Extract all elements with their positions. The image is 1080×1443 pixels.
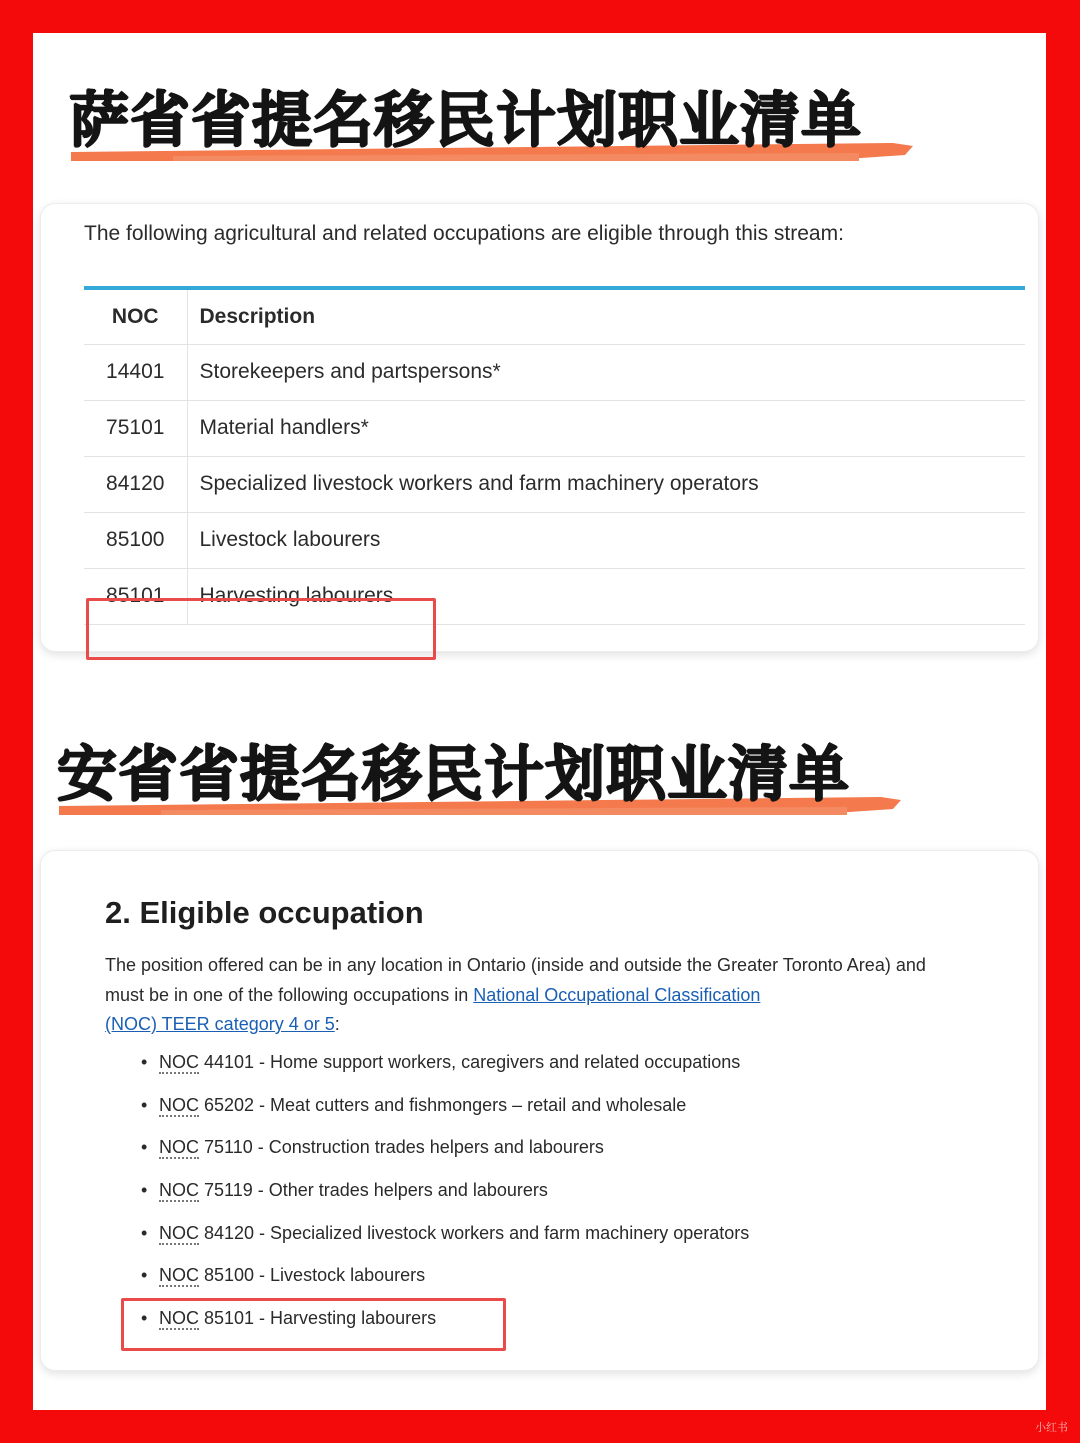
highlight-box <box>121 1298 506 1351</box>
list-item <box>141 1137 749 1180</box>
noc-code: 85101 <box>84 568 187 624</box>
list-item-text: 44101 - Home support workers, caregivers and related occupations <box>199 1052 741 1072</box>
list-item-text: 85101 - Harvesting labourers <box>199 1308 437 1329</box>
teer-category-link[interactable]: TEER category 4 or 5 <box>157 1014 335 1034</box>
paragraph-end: : <box>334 1014 340 1034</box>
occupation-description: Specialized livestock workers and farm machinery operators <box>187 456 1025 512</box>
noc-table <box>84 286 1025 625</box>
column-header-noc: NOC <box>84 288 187 344</box>
page-sheet <box>33 33 1046 1410</box>
table-intro: The following agricultural and related occupations are eligible through this stream: <box>84 222 844 245</box>
list-item-text: 84120 - Specialized livestock workers and farm machinery operators <box>199 1222 750 1243</box>
noc-abbreviation[interactable]: NOC <box>159 1052 199 1072</box>
noc-link[interactable]: National Occupational Classification <box>473 984 761 1005</box>
occupation-description: Storekeepers and partspersons* <box>187 344 1025 400</box>
table-row <box>84 344 1025 400</box>
list-item <box>141 1052 749 1095</box>
noc-abbreviation[interactable]: NOC <box>159 1308 199 1329</box>
noc-abbreviation[interactable]: NOC <box>159 1137 199 1158</box>
noc-code: 85100 <box>84 512 187 568</box>
watermark: 小红书 <box>1035 1422 1068 1434</box>
paragraph-text: The position offered can be in any location in Ontario (inside and outside the Greater Toronto Area) and must be in one of the following occupations in <box>105 955 926 1005</box>
table-row <box>84 400 1025 456</box>
noc-code: 75101 <box>84 400 187 456</box>
table-row <box>84 456 1025 512</box>
noc-abbreviation[interactable]: NOC <box>159 1180 199 1201</box>
list-item <box>141 1095 749 1138</box>
ontario-occupation-card <box>41 851 1038 1370</box>
occupation-description: Livestock labourers <box>187 512 1025 568</box>
list-item-text: 85100 - Livestock labourers <box>199 1265 426 1286</box>
table-row <box>84 512 1025 568</box>
highlight-box <box>86 598 436 660</box>
list-item-text: 65202 - Meat cutters and fishmongers – retail and wholesale <box>199 1094 687 1115</box>
table-header-row <box>84 288 1025 344</box>
column-header-description: Description <box>187 288 1025 344</box>
noc-abbr-link[interactable]: (NOC) <box>105 1014 157 1034</box>
section-paragraph <box>105 951 935 1040</box>
occupation-description: Material handlers* <box>187 400 1025 456</box>
occupation-description: Harvesting labourers <box>187 568 1025 624</box>
list-item <box>141 1180 749 1223</box>
noc-abbreviation[interactable]: NOC <box>159 1222 199 1243</box>
noc-code: 84120 <box>84 456 187 512</box>
noc-abbreviation[interactable]: NOC <box>159 1094 199 1115</box>
heading-saskatchewan <box>33 71 1046 161</box>
noc-abbreviation[interactable]: NOC <box>159 1265 199 1286</box>
heading-ontario <box>33 725 1046 815</box>
heading-title: 安省省提名移民计划职业清单 <box>57 740 850 810</box>
list-item-text: 75110 - Construction trades helpers and labourers <box>199 1137 604 1158</box>
noc-code: 14401 <box>84 344 187 400</box>
section-title: 2. Eligible occupation <box>105 895 424 930</box>
list-item-text: 75119 - Other trades helpers and labourers <box>199 1180 548 1201</box>
sask-occupation-card <box>41 204 1038 651</box>
list-item <box>141 1223 749 1266</box>
heading-title: 萨省省提名移民计划职业清单 <box>69 86 862 156</box>
